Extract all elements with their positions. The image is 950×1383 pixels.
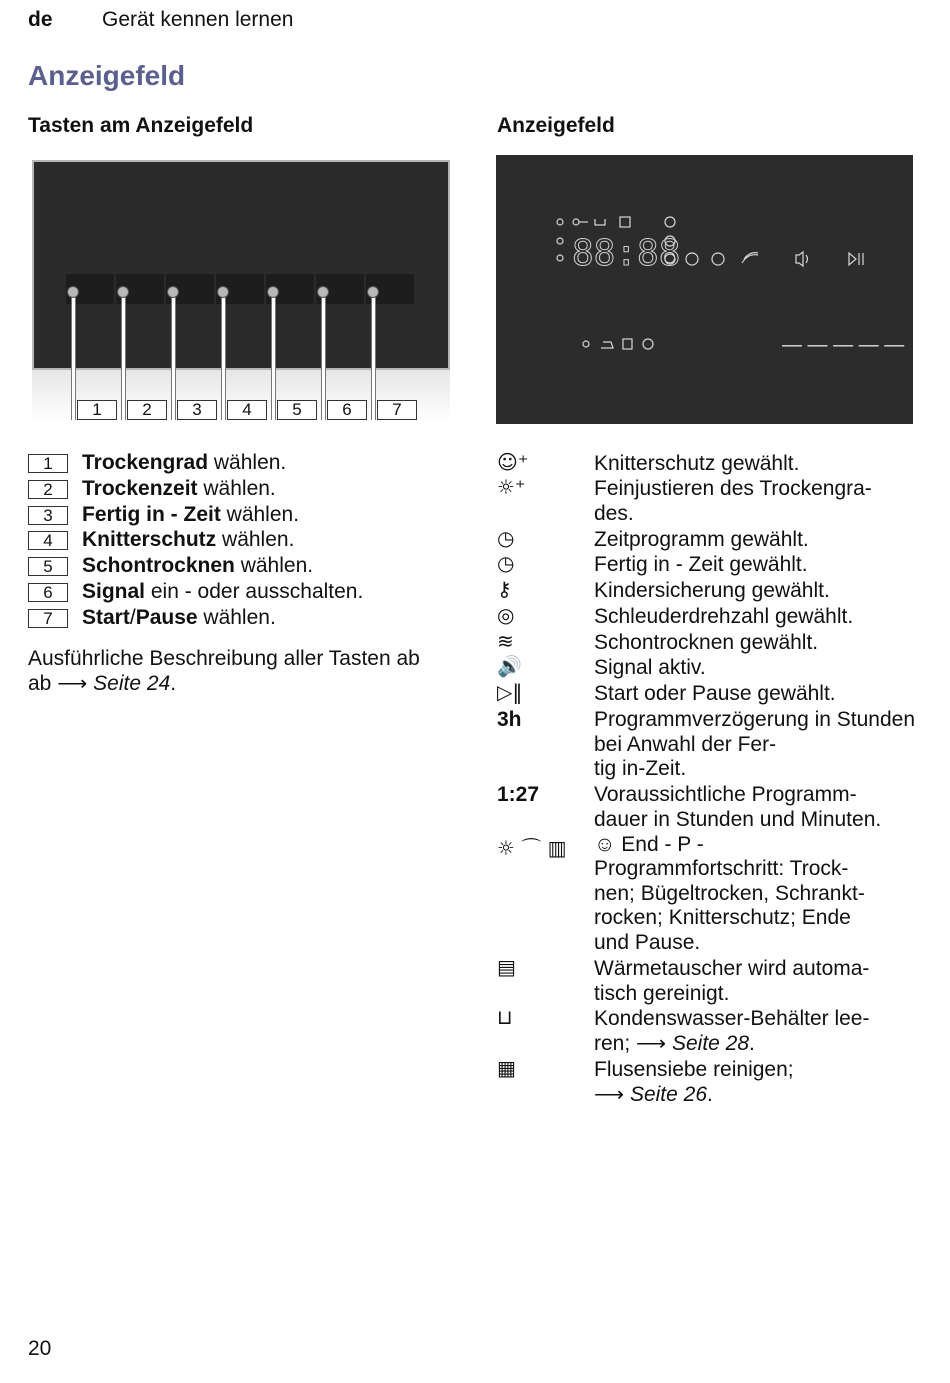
page-number: 20 (28, 1337, 52, 1360)
clock-finish-icon: ◷ (497, 551, 515, 575)
key-action: wählen. (208, 451, 287, 474)
button-number-label: 4 (227, 400, 267, 420)
crease-guard-icon (686, 253, 698, 265)
key-number-box: 5 (28, 557, 68, 576)
header-section: Gerät kennen lernen (102, 8, 294, 31)
key-number-box: 2 (28, 480, 68, 499)
key-legend-row: 7 Start/Pause wählen. (28, 605, 276, 631)
key-action: wählen. (234, 554, 314, 578)
symbol-description: Knitterschutz gewählt. (594, 452, 800, 475)
symbol-description: Voraussichtliche Programm- dauer in Stunden und Minuten. (594, 783, 882, 831)
symbol-description: Schontrocknen gewählt. (594, 631, 819, 654)
fluff-filter-icon: ▦ (497, 1056, 516, 1080)
key-name: Trockenzeit (82, 476, 198, 500)
symbol-description: Programmverzögerung in Stunden bei Anwahl der Fer- tig in-Zeit. (594, 708, 916, 780)
speaker-icon: 🔊 (497, 654, 522, 678)
symbol-description: Feinjustieren des Trockengra- des. (594, 477, 872, 525)
spin-icon (665, 217, 675, 227)
start-pause-icon (849, 253, 863, 265)
gentle-dry-icon (742, 253, 758, 263)
page-title: Anzeigefeld (28, 60, 186, 91)
button-number-label: 2 (127, 400, 167, 420)
button-number-label: 5 (277, 400, 317, 420)
wardrobe-icon (623, 339, 632, 349)
leader-line (71, 292, 76, 420)
symbol-description: Kondenswasser-Behälter lee- ren; ⟶ Seite 28. (594, 1007, 870, 1055)
progress-sequence: ☺ End - P - (594, 833, 704, 856)
leader-line (171, 292, 176, 420)
symbol-description: Start oder Pause gewählt. (594, 682, 836, 705)
button-number-label: 3 (177, 400, 217, 420)
key-legend-row (28, 502, 299, 528)
key-legend-row (28, 579, 363, 605)
button-marker (367, 286, 379, 298)
leader-line (371, 292, 376, 420)
fine-adjust-icon: ☼⁺ (497, 475, 526, 499)
button-number-label: 1 (77, 400, 117, 420)
symbol-description: Signal aktiv. (594, 656, 706, 679)
spin-icon: ◎ (497, 603, 515, 627)
start-pause-icon: ▷‖ (497, 680, 523, 704)
leader-line (121, 292, 126, 420)
legend-label: 1:27 (497, 783, 540, 806)
key-action: wählen. (216, 528, 295, 552)
lcd-digits: 88:88 (572, 233, 681, 274)
page-reference-link[interactable]: Seite 28 (671, 1031, 750, 1055)
key-legend-row (28, 476, 276, 502)
key-icon (573, 219, 588, 225)
condensate-container-icon (595, 219, 605, 225)
symbol-description: Programmfortschritt: Trock- nen; Bügeltrocken, Schrankt- rocken; Knitterschutz; Ende und Pause. (594, 857, 865, 954)
key-name: Knitterschutz (82, 528, 217, 552)
leader-line (221, 292, 226, 420)
crease-guard-icon (643, 339, 653, 349)
key-legend-row (28, 527, 294, 553)
heat-exchanger-icon: ▤ (497, 955, 516, 979)
key-number-box: 3 (28, 506, 68, 525)
key-number-box: 6 (28, 583, 68, 602)
key-legend-row (28, 553, 313, 579)
iron-icon (601, 342, 613, 348)
button-marker (67, 286, 79, 298)
sun-icon (557, 238, 563, 244)
condensate-container-icon: ⊔ (497, 1005, 513, 1029)
key-name: Start (82, 605, 130, 629)
key-action: wählen. (197, 476, 276, 500)
header-lang: de (28, 8, 53, 31)
key-number-box: 4 (28, 531, 68, 550)
button-marker (167, 286, 179, 298)
key-name: Schontrocknen (82, 554, 235, 578)
symbol-description: Schleuderdrehzahl gewählt. (594, 605, 854, 628)
key-icon: ⚷ (497, 577, 512, 601)
page-reference-link[interactable]: Seite 26 (629, 1082, 708, 1106)
button-number-label: 7 (377, 400, 417, 420)
button-marker (267, 286, 279, 298)
sun-icon (557, 219, 563, 225)
key-name: Pause (135, 605, 198, 629)
fluff-filter-icon (620, 217, 630, 227)
legend-label: 3h (497, 708, 522, 731)
progress-icons: ☼ ⌒ ▥ (497, 836, 567, 860)
key-number-box: 7 (28, 609, 68, 628)
lcd-dashes: — — — — — (782, 334, 905, 356)
button-number-label: 6 (327, 400, 367, 420)
clock-icon: ◷ (497, 526, 515, 550)
gentle-dry-icon: ≋ (497, 629, 514, 653)
key-name: Fertig in - Zeit (82, 502, 221, 526)
sun-icon (583, 341, 589, 347)
sun-icon (557, 255, 563, 261)
leader-line (321, 292, 326, 420)
key-action: wählen. (220, 502, 300, 526)
display-symbols (496, 155, 913, 424)
button-marker (217, 286, 229, 298)
right-heading: Anzeigefeld (497, 114, 615, 137)
symbol-description: Wärmetauscher wird automa- tisch gereinigt. (594, 957, 870, 1005)
symbol-description: Fertig in - Zeit gewählt. (594, 553, 808, 576)
key-name: Signal (82, 580, 146, 603)
key-number-box: 1 (28, 454, 68, 473)
key-action: wählen. (197, 605, 276, 629)
display-panel (496, 155, 913, 424)
crease-guard-icon (712, 253, 724, 265)
button-marker (317, 286, 329, 298)
crease-guard-icon: ☺⁺ (497, 450, 529, 474)
description-paragraph: Ausführliche Beschreibung aller Tasten ab ab ⟶ Seite 24. (28, 647, 420, 695)
key-name: Trockengrad (82, 451, 209, 474)
symbol-description: Flusensiebe reinigen; ⟶ Seite 26. (594, 1058, 794, 1106)
leader-line (271, 292, 276, 420)
speaker-icon (796, 252, 808, 266)
page-reference-link[interactable]: Seite 24 (93, 672, 171, 695)
control-panel (32, 160, 450, 370)
left-heading: Tasten am Anzeigefeld (28, 114, 254, 137)
symbol-description: Kindersicherung gewählt. (594, 579, 830, 602)
key-action: ein - oder ausschalten. (145, 580, 364, 603)
button-marker (117, 286, 129, 298)
symbol-description: Zeitprogramm gewählt. (594, 528, 809, 551)
key-legend-row (28, 450, 286, 476)
